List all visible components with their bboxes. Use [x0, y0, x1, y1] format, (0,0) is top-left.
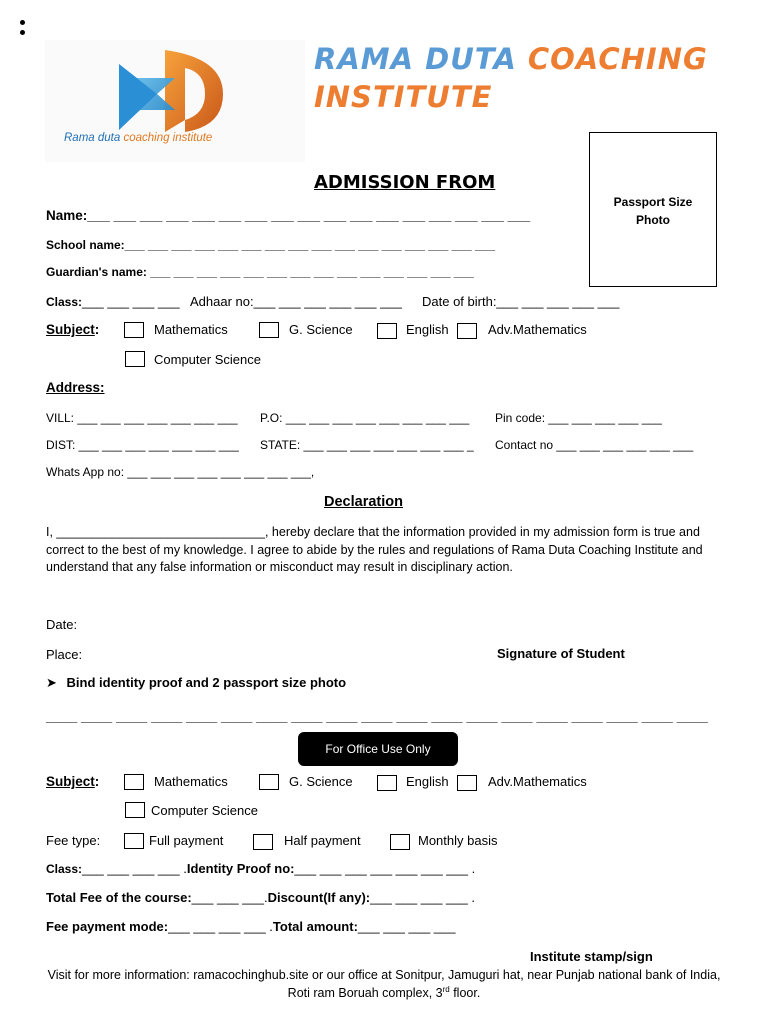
- aadhaar-field[interactable]: Adhaar no:___ ___ ___ ___ ___ ___: [190, 294, 402, 309]
- fee-type-label: Fee type:: [46, 833, 101, 848]
- office-subject-english: English: [406, 774, 449, 789]
- office-checkbox-adv-mathematics[interactable]: [457, 775, 477, 791]
- institute-title-line2: INSTITUTE: [314, 80, 493, 114]
- passport-photo-box: [589, 132, 717, 287]
- name-field[interactable]: Name:___ ___ ___ ___ ___ ___ ___ ___ ___ ___ ___ ___ ___ ___ ___ ___ ___: [46, 208, 531, 223]
- pin-code-field[interactable]: Pin code: ___ ___ ___ ___ ___: [495, 411, 662, 425]
- state-field[interactable]: STATE: ___ ___ ___ ___ ___ ___ ___ _: [260, 438, 474, 452]
- fee-payment-mode-label: Fee payment mode:: [46, 919, 169, 934]
- fee-half-payment: Half payment: [284, 833, 361, 848]
- title-orange: COACHING: [527, 42, 708, 76]
- po-field[interactable]: P.O: ___ ___ ___ ___ ___ ___ ___ ___: [260, 411, 470, 425]
- office-use-button[interactable]: [298, 732, 458, 766]
- whatsapp-field[interactable]: Whats App no: ___ ___ ___ ___ ___ ___ ___ ___,: [46, 465, 315, 479]
- checkbox-english[interactable]: [377, 323, 397, 339]
- fee-payment-mode-blank: ___ ___ ___ ___ .: [168, 919, 273, 934]
- bullet-dot: [20, 20, 25, 25]
- discount-label: Discount(If any):: [267, 890, 371, 905]
- fee-full-payment: Full payment: [149, 833, 224, 848]
- logo-caption-blue: Rama duta: [64, 132, 124, 144]
- office-subject-mathematics: Mathematics: [154, 774, 228, 789]
- logo-caption: [64, 132, 212, 144]
- subject-computer-science: Computer Science: [154, 352, 261, 367]
- form-title: ADMISSION FROM: [314, 172, 496, 193]
- office-subject-g-science: G. Science: [289, 774, 353, 789]
- bind-note-text: Bind identity proof and 2 passport size photo: [66, 675, 347, 690]
- bind-note: [46, 675, 346, 691]
- subject-english: English: [406, 322, 449, 337]
- office-subject-adv-mathematics: Adv.Mathematics: [488, 774, 587, 789]
- total-amount-label: Total amount:: [272, 919, 358, 934]
- checkbox-full-payment[interactable]: [124, 833, 144, 849]
- arrow-bullet-icon: ➤: [46, 675, 57, 690]
- office-subject-label-text: Subject: [46, 774, 95, 789]
- fee-payment-mode-field[interactable]: [46, 919, 456, 934]
- footer-line2-sup: rd: [442, 985, 450, 994]
- identity-proof-blank: ___ ___ ___ ___ ___ ___ ___ .: [294, 861, 476, 876]
- school-name-field[interactable]: School name:___ ___ ___ ___ ___ ___ ___ ___ ___ ___ ___ ___ ___ ___ ___ ___: [46, 238, 496, 252]
- institute-title-line1: [314, 42, 708, 76]
- subject-colon: :: [94, 322, 100, 337]
- passport-photo-label: Passport Size Photo: [613, 195, 693, 227]
- class-field[interactable]: [46, 294, 180, 309]
- institute-stamp-sign: Institute stamp/sign: [530, 949, 653, 964]
- office-use-label: For Office Use Only: [325, 742, 431, 756]
- logo-caption-orange: coaching institute: [123, 132, 213, 144]
- title-blue: RAMA DUTA: [314, 42, 528, 76]
- institute-logo: [45, 40, 305, 162]
- office-checkbox-computer-science[interactable]: [125, 802, 145, 818]
- bullet-dot: [20, 30, 25, 35]
- contact-no-field[interactable]: Contact no ___ ___ ___ ___ ___ ___: [495, 438, 694, 452]
- place-field[interactable]: Place:: [46, 647, 83, 662]
- total-fee-label: Total Fee of the course:: [46, 890, 192, 905]
- declaration-text: I, ______________________________, hereby declare that the information provided in my admission form is true and correct to the best of my knowledge. I agree to abide by the rules and regulations of Rama Duta Coaching Institute and understand that any false information or misconduct may result in disciplinary action.: [46, 525, 703, 574]
- footer-line1: Visit for more information: ramacochinghub.site or our office at Sonitpur, Jamuguri hat, near Punjab national bank of India,: [47, 968, 721, 982]
- subject-label-text: Subject: [46, 322, 95, 337]
- office-subject-colon: :: [94, 774, 100, 789]
- office-class-field[interactable]: [46, 861, 475, 876]
- checkbox-g-science[interactable]: [259, 322, 279, 338]
- address-heading: Address:: [46, 380, 105, 395]
- office-subject-computer-science: Computer Science: [151, 803, 258, 818]
- identity-proof-label: Identity Proof no:: [186, 861, 295, 876]
- office-subject-label: [46, 774, 99, 789]
- fee-monthly-basis: Monthly basis: [418, 833, 498, 848]
- subject-mathematics: Mathematics: [154, 322, 228, 337]
- office-checkbox-mathematics[interactable]: [124, 774, 144, 790]
- total-fee-blank: ___ ___ ___.: [191, 890, 268, 905]
- checkbox-computer-science[interactable]: [125, 351, 145, 367]
- footer-line2-a: Roti ram Boruah complex, 3: [287, 986, 443, 1001]
- subject-label: [46, 322, 99, 337]
- separator-line: ____ ____ ____ ____ ____ ____ ____ ____ ____ ____ ____ ____ ____ ____ ____ ____ ____ ____ ____: [46, 708, 708, 724]
- checkbox-adv-mathematics[interactable]: [457, 323, 477, 339]
- class-label: Class:: [46, 295, 83, 309]
- office-class-blank: ___ ___ ___ ___ .: [82, 861, 187, 876]
- class-blank: ___ ___ ___ ___: [82, 294, 180, 309]
- guardian-name-field[interactable]: Guardian's name: ___ ___ ___ ___ ___ ___ ___ ___ ___ ___ ___ ___ ___ ___: [46, 265, 474, 279]
- discount-blank: ___ ___ ___ ___ .: [370, 890, 475, 905]
- checkbox-mathematics[interactable]: [124, 322, 144, 338]
- footer-line2: [20, 985, 748, 1000]
- total-amount-blank: ___ ___ ___ ___: [357, 919, 456, 934]
- signature-of-student: Signature of Student: [497, 646, 625, 661]
- declaration-heading: Declaration: [324, 494, 403, 510]
- checkbox-monthly-basis[interactable]: [390, 834, 410, 850]
- total-fee-field[interactable]: [46, 890, 475, 905]
- checkbox-half-payment[interactable]: [253, 834, 273, 850]
- dist-field[interactable]: DIST: ___ ___ ___ ___ ___ ___ ___: [46, 438, 239, 452]
- office-checkbox-g-science[interactable]: [259, 774, 279, 790]
- office-checkbox-english[interactable]: [377, 775, 397, 791]
- subject-adv-mathematics: Adv.Mathematics: [488, 322, 587, 337]
- date-field[interactable]: Date:: [46, 617, 78, 632]
- footer-line2-b: floor.: [449, 986, 481, 1001]
- dob-field[interactable]: Date of birth:___ ___ ___ ___ ___: [422, 294, 620, 309]
- subject-g-science: G. Science: [289, 322, 353, 337]
- office-class-label: Class:: [46, 862, 83, 876]
- vill-field[interactable]: VILL: ___ ___ ___ ___ ___ ___ ___: [46, 411, 238, 425]
